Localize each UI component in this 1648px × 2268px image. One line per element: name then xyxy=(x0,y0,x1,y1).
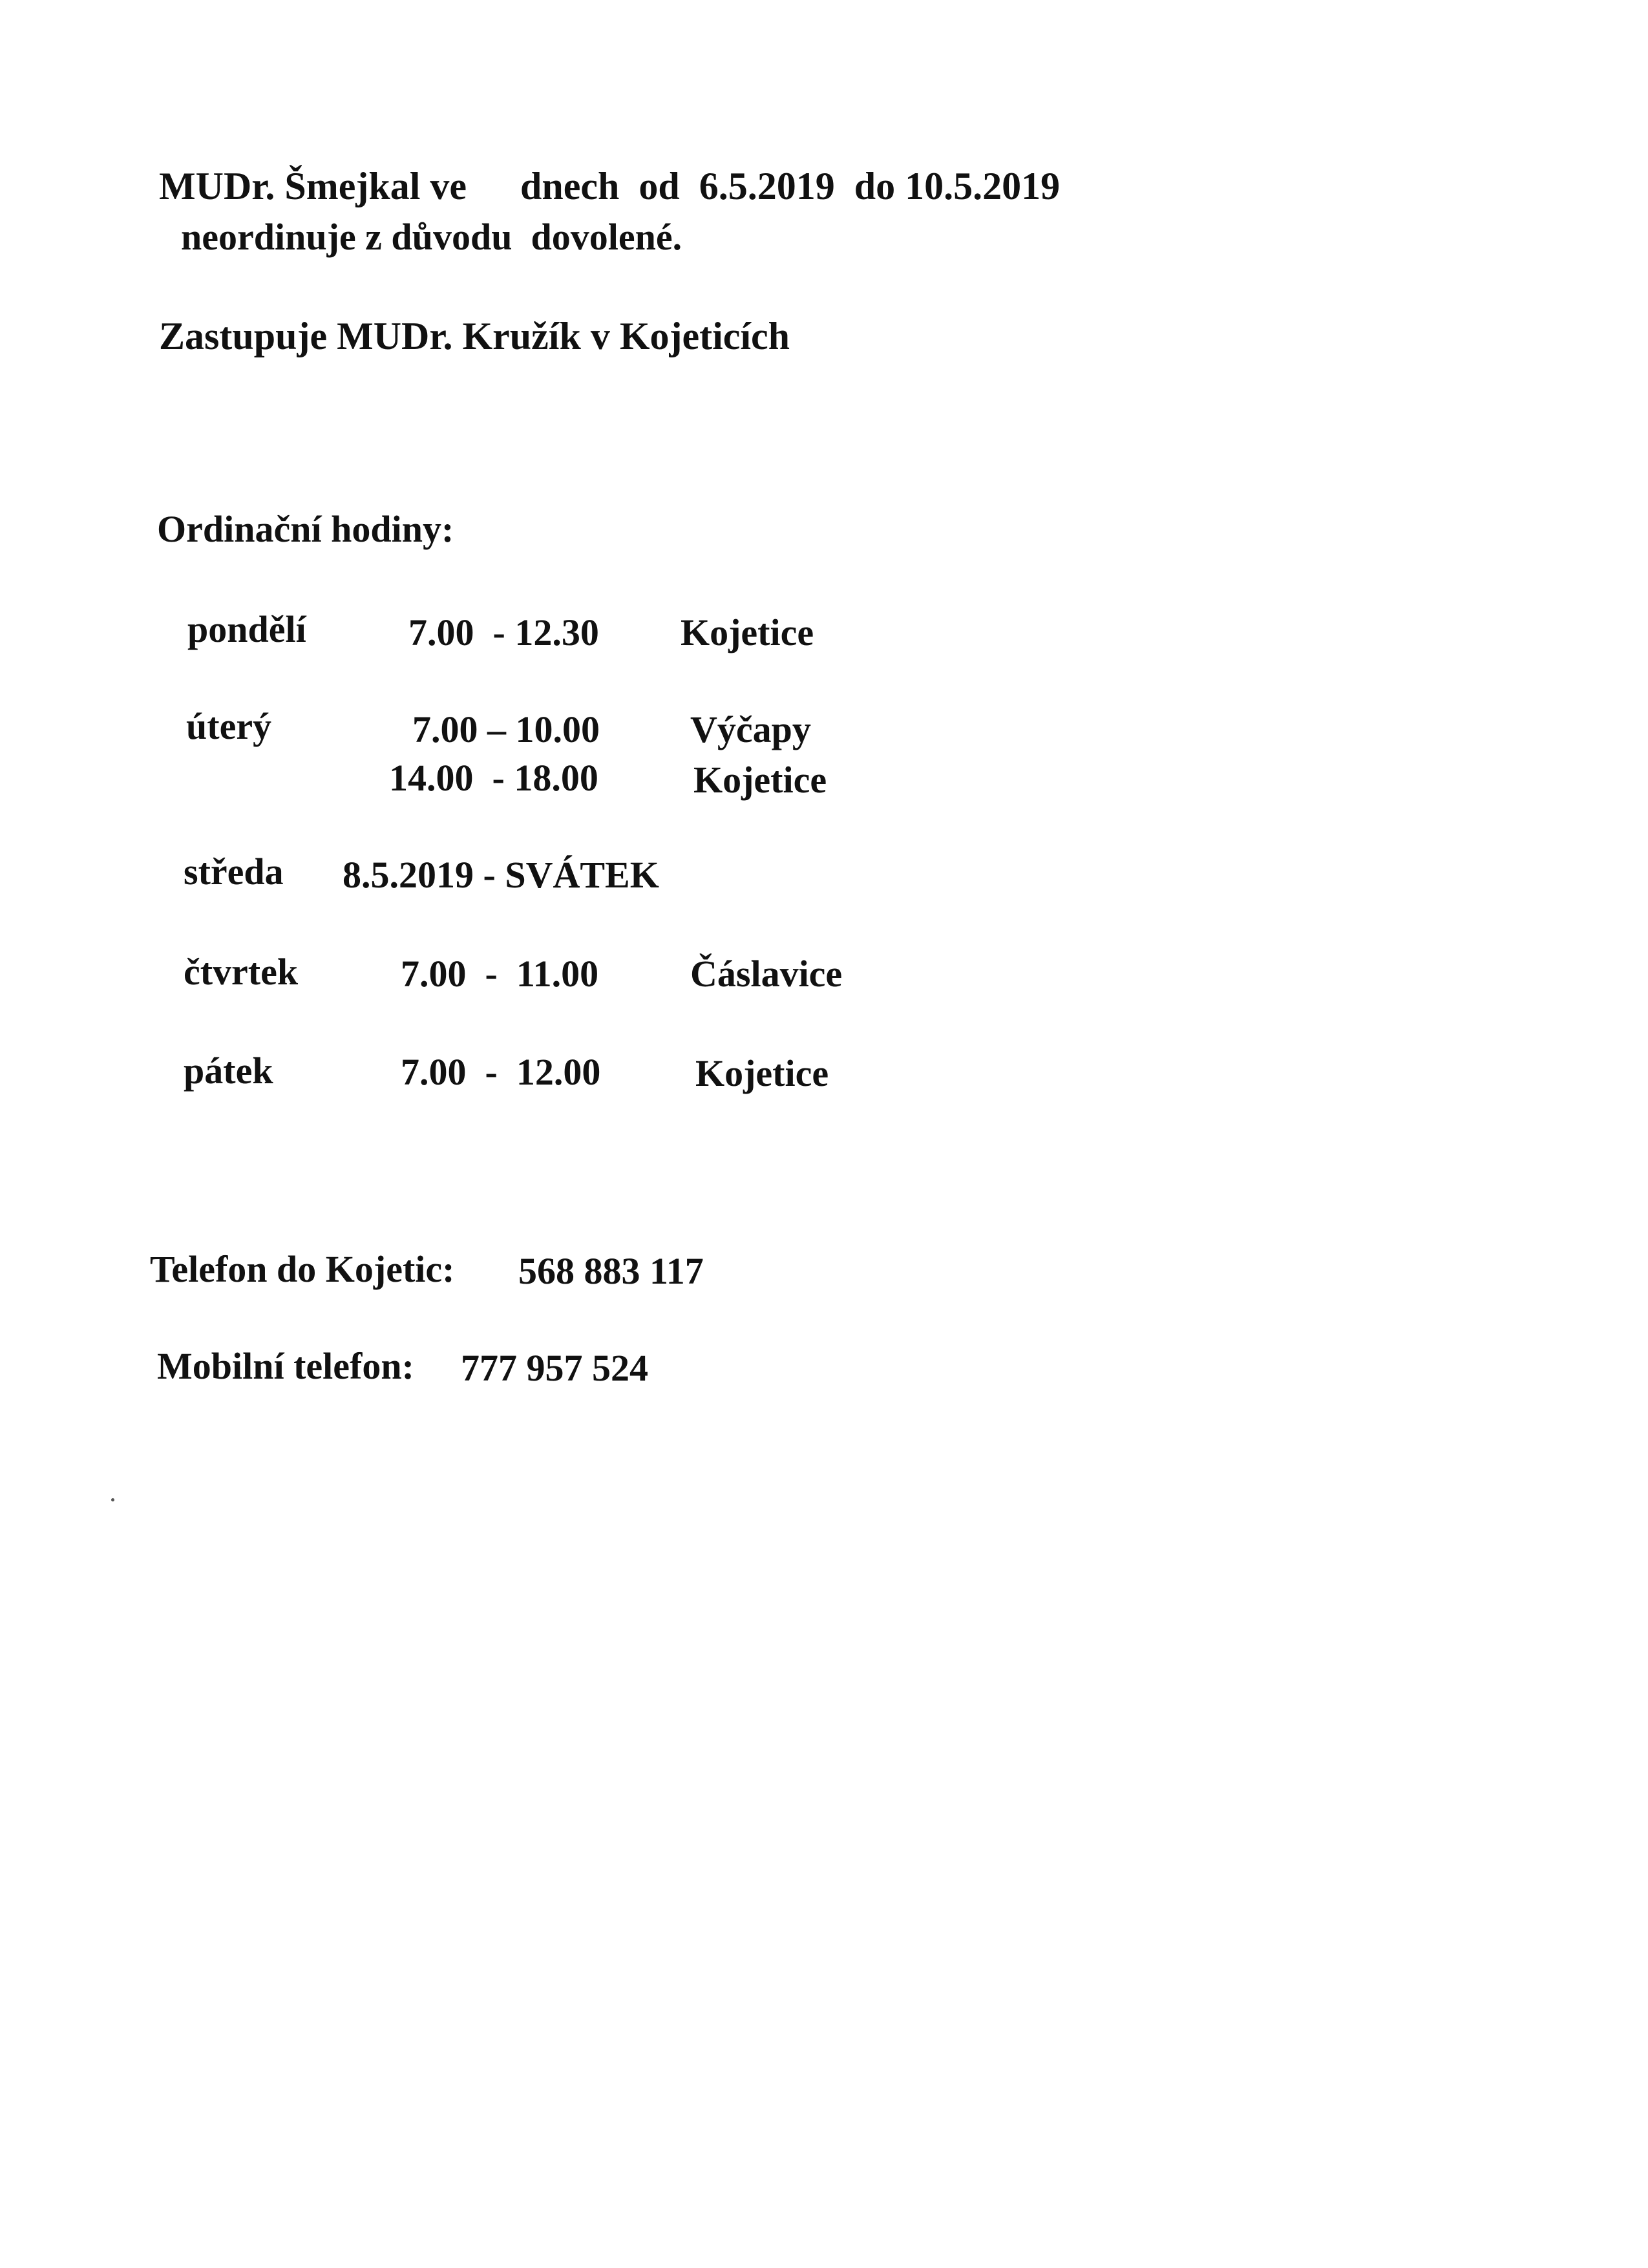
hours-place-monday: Kojetice xyxy=(681,611,814,653)
hours-time-monday: 7.00 - 12.30 xyxy=(408,611,599,653)
notice-substitute: Zastupuje MUDr. Kružík v Kojeticích xyxy=(159,315,790,357)
hours-day-monday: pondělí xyxy=(187,608,306,650)
hours-place-friday: Kojetice xyxy=(695,1052,829,1094)
scan-speck xyxy=(111,1498,114,1501)
office-hours-heading: Ordinační hodiny: xyxy=(157,508,454,550)
hours-time-friday: 7.00 - 12.00 xyxy=(401,1051,601,1093)
phone-number: 568 883 117 xyxy=(518,1250,704,1292)
mobile-label: Mobilní telefon: xyxy=(157,1345,414,1387)
hours-day-tuesday: úterý xyxy=(186,705,272,747)
hours-place-tuesday-2: Kojetice xyxy=(693,759,827,801)
notice-doctor-line: MUDr. Šmejkal ve xyxy=(159,165,467,207)
hours-place-thursday: Čáslavice xyxy=(690,953,843,995)
hours-day-wednesday: středa xyxy=(184,851,284,893)
notice-date-range: dnech od 6.5.2019 do 10.5.2019 xyxy=(520,165,1061,207)
hours-time-tuesday-1: 7.00 – 10.00 xyxy=(412,708,600,750)
hours-day-thursday: čtvrtek xyxy=(184,951,299,993)
hours-day-friday: pátek xyxy=(184,1050,273,1092)
notice-reason: neordinuje z důvodu dovolené. xyxy=(181,216,682,258)
phone-label: Telefon do Kojetic: xyxy=(150,1248,455,1290)
hours-time-thursday: 7.00 - 11.00 xyxy=(401,953,599,995)
mobile-number: 777 957 524 xyxy=(461,1347,648,1389)
hours-time-tuesday-2: 14.00 - 18.00 xyxy=(389,757,598,799)
hours-holiday-wednesday: 8.5.2019 - SVÁTEK xyxy=(343,854,659,896)
hours-place-tuesday-1: Výčapy xyxy=(690,708,811,750)
